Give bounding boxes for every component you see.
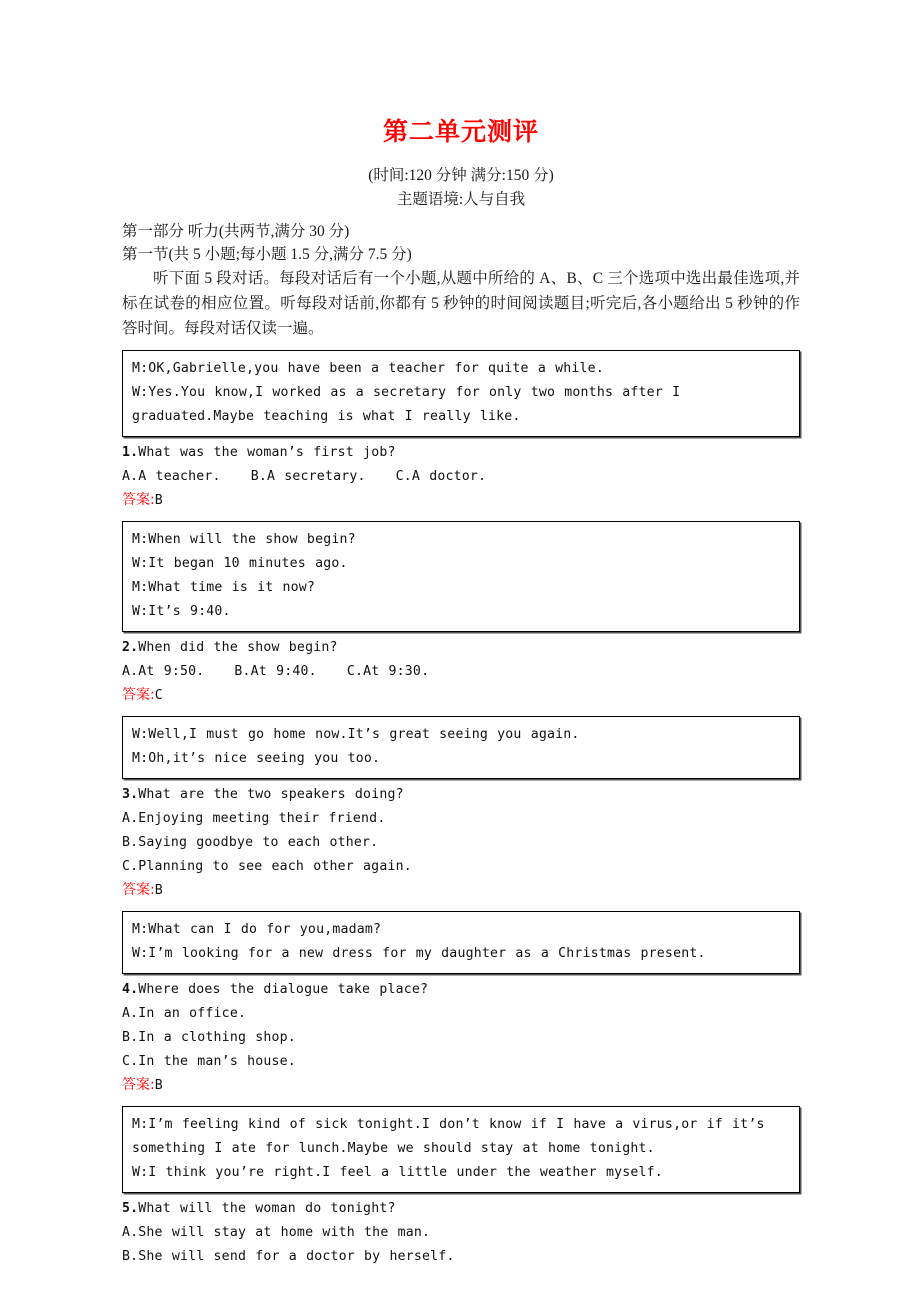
dialogue-line: W:I think you’re right.I feel a little under the weather myself. <box>132 1165 663 1180</box>
question-stem <box>122 783 800 807</box>
question-block <box>122 636 800 707</box>
listening-item <box>122 521 800 707</box>
answer-label: 答案: <box>122 687 155 703</box>
question-option[interactable]: A.A teacher. <box>122 469 221 484</box>
question-block <box>122 1197 800 1269</box>
dialogue-box <box>122 1106 800 1193</box>
page-title: 第二单元测评 <box>382 117 539 146</box>
question-option[interactable]: C.A doctor. <box>395 469 487 484</box>
part-heading: 第一部分 听力(共两节,满分 30 分) <box>122 223 350 240</box>
question-options-row <box>122 465 800 489</box>
answer-value: B <box>154 493 163 508</box>
question-option[interactable]: B.At 9:40. <box>234 664 317 679</box>
listening-item <box>122 350 800 512</box>
question-stem-text: What was the woman’s first job? <box>138 445 396 460</box>
question-block <box>122 441 800 512</box>
exam-info-line: (时间:120 分钟 满分:150 分) <box>368 167 554 184</box>
answer-value: B <box>154 1078 163 1093</box>
question-block <box>122 783 800 902</box>
question-stem-text: When did the show begin? <box>138 640 338 655</box>
question-number: 3. <box>122 787 139 802</box>
question-block <box>122 978 800 1097</box>
question-stem <box>122 636 800 660</box>
answer-value: C <box>154 688 163 703</box>
question-stem-text: What will the woman do tonight? <box>138 1201 396 1216</box>
dialogue-line: W:I’m looking for a new dress for my daughter as a Christmas present. <box>132 946 706 961</box>
question-stem <box>122 978 800 1002</box>
answer-line <box>122 879 800 902</box>
dialogue-line: M:I’m feeling kind of sick tonight.I don’t know if I have a virus,or if it’s something I ate for lunch.Maybe we should stay at home tonight. <box>132 1117 765 1156</box>
answer-value: B <box>154 883 163 898</box>
question-number: 5. <box>122 1201 139 1216</box>
question-option[interactable]: C.Planning to see each other again. <box>122 859 412 874</box>
question-option[interactable]: B.Saying goodbye to each other. <box>122 835 379 850</box>
question-number: 2. <box>122 640 139 655</box>
answer-label: 答案: <box>122 882 155 898</box>
question-option[interactable]: A.In an office. <box>122 1006 247 1021</box>
dialogue-line: M:OK,Gabrielle,you have been a teacher for quite a while. <box>132 361 604 376</box>
listening-items-list <box>122 350 800 1269</box>
question-option[interactable]: C.At 9:30. <box>346 664 430 679</box>
answer-label: 答案: <box>122 492 155 508</box>
dialogue-line: W:It began 10 minutes ago. <box>132 556 348 571</box>
question-option[interactable]: B.In a clothing shop. <box>122 1030 296 1045</box>
document-content <box>122 112 800 1271</box>
question-option[interactable]: C.In the man’s house. <box>122 1054 296 1069</box>
listening-item <box>122 911 800 1097</box>
dialogue-line: W:It’s 9:40. <box>132 604 231 619</box>
dialogue-box <box>122 350 800 437</box>
answer-line <box>122 489 800 512</box>
question-number: 1. <box>122 445 139 460</box>
dialogue-line: M:What can I do for you,madam? <box>132 922 382 937</box>
dialogue-line: W:Yes.You know,I worked as a secretary for only two months after I graduated.Maybe teaching is what I really like. <box>132 385 681 424</box>
answer-label: 答案: <box>122 1077 155 1093</box>
dialogue-line: M:When will the show begin? <box>132 532 356 547</box>
answer-line <box>122 684 800 707</box>
dialogue-box <box>122 716 800 779</box>
dialogue-box <box>122 911 800 974</box>
theme-line: 主题语境:人与自我 <box>396 191 526 208</box>
question-option[interactable]: A.Enjoying meeting their friend. <box>122 811 386 826</box>
question-option[interactable]: B.A secretary. <box>250 469 366 484</box>
question-stem-text: Where does the dialogue take place? <box>138 982 429 997</box>
question-stem <box>122 441 800 465</box>
question-option[interactable]: A.At 9:50. <box>122 664 205 679</box>
section-heading: 第一节(共 5 小题;每小题 1.5 分,满分 7.5 分) <box>122 246 412 263</box>
question-stem <box>122 1197 800 1221</box>
instructions-paragraph: 听下面 5 段对话。每段对话后有一个小题,从题中所给的 A、B、C 三个选项中选出最佳选项,并标在试卷的相应位置。听每段对话前,你都有 5 秒钟的时间阅读题目;听完后,各小题给出 5 秒钟的作答时间。每段对话仅读一遍。 <box>122 270 800 337</box>
dialogue-line: M:Oh,it’s nice seeing you too. <box>132 751 381 766</box>
listening-item <box>122 716 800 902</box>
answer-line <box>122 1074 800 1097</box>
question-number: 4. <box>122 982 139 997</box>
question-stem-text: What are the two speakers doing? <box>138 787 404 802</box>
question-options-row <box>122 660 800 684</box>
dialogue-line: M:What time is it now? <box>132 580 316 595</box>
question-option[interactable]: A.She will stay at home with the man. <box>122 1225 431 1240</box>
question-option[interactable]: B.She will send for a doctor by herself. <box>122 1249 455 1264</box>
dialogue-box <box>122 521 800 632</box>
dialogue-line: W:Well,I must go home now.It’s great seeing you again. <box>132 727 580 742</box>
listening-item <box>122 1106 800 1269</box>
